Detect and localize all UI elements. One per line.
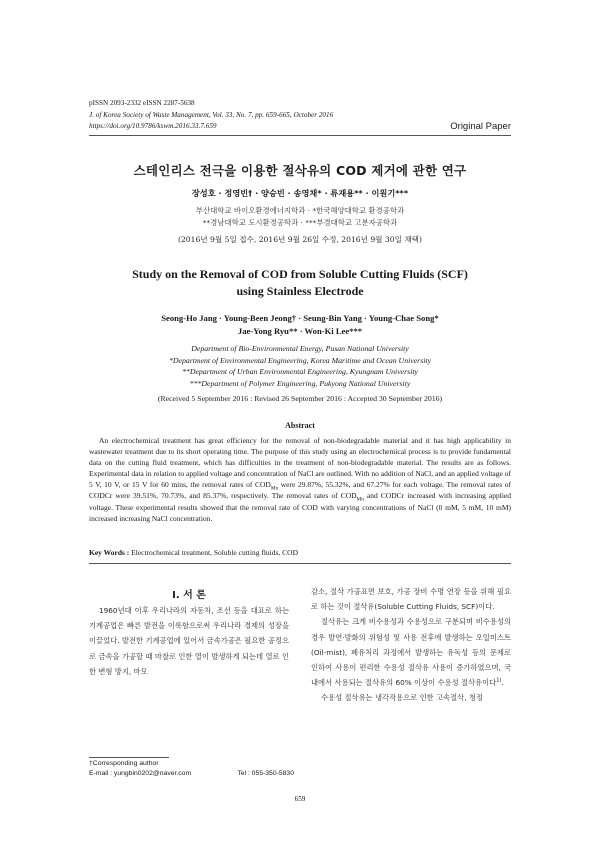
right-column [311, 584, 511, 706]
english-authors-line: Jae-Yong Ryu** · Won-Ki Lee*** [237, 326, 363, 336]
journal-citation: J. of Korea Society of Waste Management, Vol. 33, No. 7, pp. 659-665, October 2016 [89, 110, 334, 119]
korean-affiliation-line: **경남대학교 도시환경공학과 · ***부경대학교 고분자공학과 [202, 218, 398, 227]
page-number: 659 [294, 795, 306, 803]
english-affiliation-line: *Department of Environmental Engineering, Korea Maritime and Ocean University [168, 355, 432, 365]
article-type-label: Original Paper [450, 121, 511, 132]
body-paragraph: 1960년대 이후 우리나라의 자동차, 조선 등을 대표로 하는 기계공업은 빠른 발전을 이룩함으로써 우리나라 경제의 성장을 이끌었다. 발전한 기계공업에 있어서 금속가공은 필요한 공정으로 금속을 가공할 때 마찰로 인한 열이 발생하게 되는데 열로 인한 변형 방지, 마모 [89, 606, 289, 676]
english-authors-line: Seong-Ho Jang · Young-Been Jeong† · Seung-Bin Yang · Young-Chae Song* [161, 313, 439, 323]
header-divider [89, 135, 511, 136]
journal-header [89, 98, 333, 133]
english-affiliation-line: ***Department of Polymer Engineering, Pukyong National University [189, 378, 411, 388]
footnote-email[interactable]: E-mail : yungbin0202@naver.com [89, 770, 192, 777]
english-affiliations [60, 343, 540, 389]
english-title-line: Study on the Removal of COD from Soluble Cutting Fluids (SCF) [132, 267, 468, 281]
english-dates: (Received 5 September 2016 : Revised 26 September 2016 : Accepted 30 September 2016) [157, 394, 443, 403]
english-affiliation-line: Department of Bio-Environmental Energy, Pusan National University [191, 344, 409, 353]
abstract-paragraph: An electrochemical treatment has great efficiency for the removal of non-biodegradable material and it has high applicability in wastewater treatment due to its short operating time. The purpose of this study using an electrochemical process is to provide fundamental data on the cutting fluid treatment, which has difficulties in the treatment of non-biodegradable material. The results are as follows. Experimental data in relation to applied voltage and concentration of NaCl are outlined. With no addition of NaCl, and an applied voltage of 5 V, 10 V, or 15 V for 60 mins, the removal rates of $COD_{Mn}$ were 29.87%, 55.32%, and 67.27% for each voltage. The removal rates of CODCr were 39.51%, 70.73%, and 85.37%, respectively. The removal rates of $COD_{Mn}$ and CODCr increased with increasing applied voltage. These experimental results showed that the removal rate of COD with varying concentrations of NaCl (0 mM, 5 mM, 10 mM) increased increasing NaCl concentration. [89, 436, 511, 523]
korean-authors: 장성호 · 정영빈† · 양승빈 · 송영채* · 류재용** · 이원기*** [191, 188, 409, 198]
body-paragraph: 절삭유는 크게 비수용성과 수용성으로 구분되며 비수용성의 경우 발연·발화의 위험성 및 사용 전후에 발생하는 오일미스트(Oil-mist), 폐유처리 과정에서 발생하는 유독성 등의 문제로 인하여 사용이 편리한 수용성 절삭유 사용이 증가하였으며, 국내에서 사용되는 절삭유의 60% 이상이 수용성 절삭유이다$^{1)}$. [311, 617, 511, 688]
abstract-body [89, 435, 511, 524]
english-title-line: using Stainless Electrode [236, 284, 364, 298]
section-heading-introduction: I. 서 론 [172, 590, 206, 601]
english-title [60, 266, 540, 300]
keywords [89, 548, 298, 557]
doi-link[interactable]: https://doi.org/10.9786/kswm.2016.33.7.659 [89, 122, 217, 130]
reference-marker[interactable]: 1) [496, 677, 502, 684]
korean-dates: (2016년 9월 5일 접수, 2016년 9월 26일 수정, 2016년 9월 30일 채택) [178, 235, 422, 244]
footnote-divider [89, 757, 169, 758]
footnote [89, 759, 294, 779]
footnote-tel: Tel : 055-350-5830 [237, 770, 294, 777]
korean-affiliation-line: 부산대학교 바이오환경에너지학과 · *한국해양대학교 환경공학과 [195, 206, 405, 215]
left-column [89, 603, 289, 679]
korean-title: 스테인리스 전극을 이용한 절삭유의 COD 제거에 관한 연구 [133, 163, 467, 178]
english-authors [60, 312, 540, 338]
keywords-label: Key Words : [89, 548, 130, 557]
korean-affiliations [60, 205, 540, 229]
body-paragraph: 수용성 절삭유는 냉각작용으로 인한 고속절삭, 청정 [321, 693, 483, 703]
footnote-label: †Corresponding author [89, 760, 159, 767]
body-paragraph: 감소, 절삭 가공표면 보호, 가공 장비 수명 연장 등을 위해 필요로 하는 것이 절삭유(Soluble Cutting Fluids, SCF)이다. [311, 587, 511, 612]
english-affiliation-line: **Department of Urban Environmental Engineering, Kyungnam University [182, 367, 418, 376]
abstract-divider [89, 563, 511, 564]
issn-line: pISSN 2093-2332 eISSN 2287-5638 [89, 99, 195, 107]
abstract-heading: Abstract [285, 421, 315, 430]
keywords-text: Electrochemical treatment, Soluble cutting fluids, COD [129, 548, 298, 557]
